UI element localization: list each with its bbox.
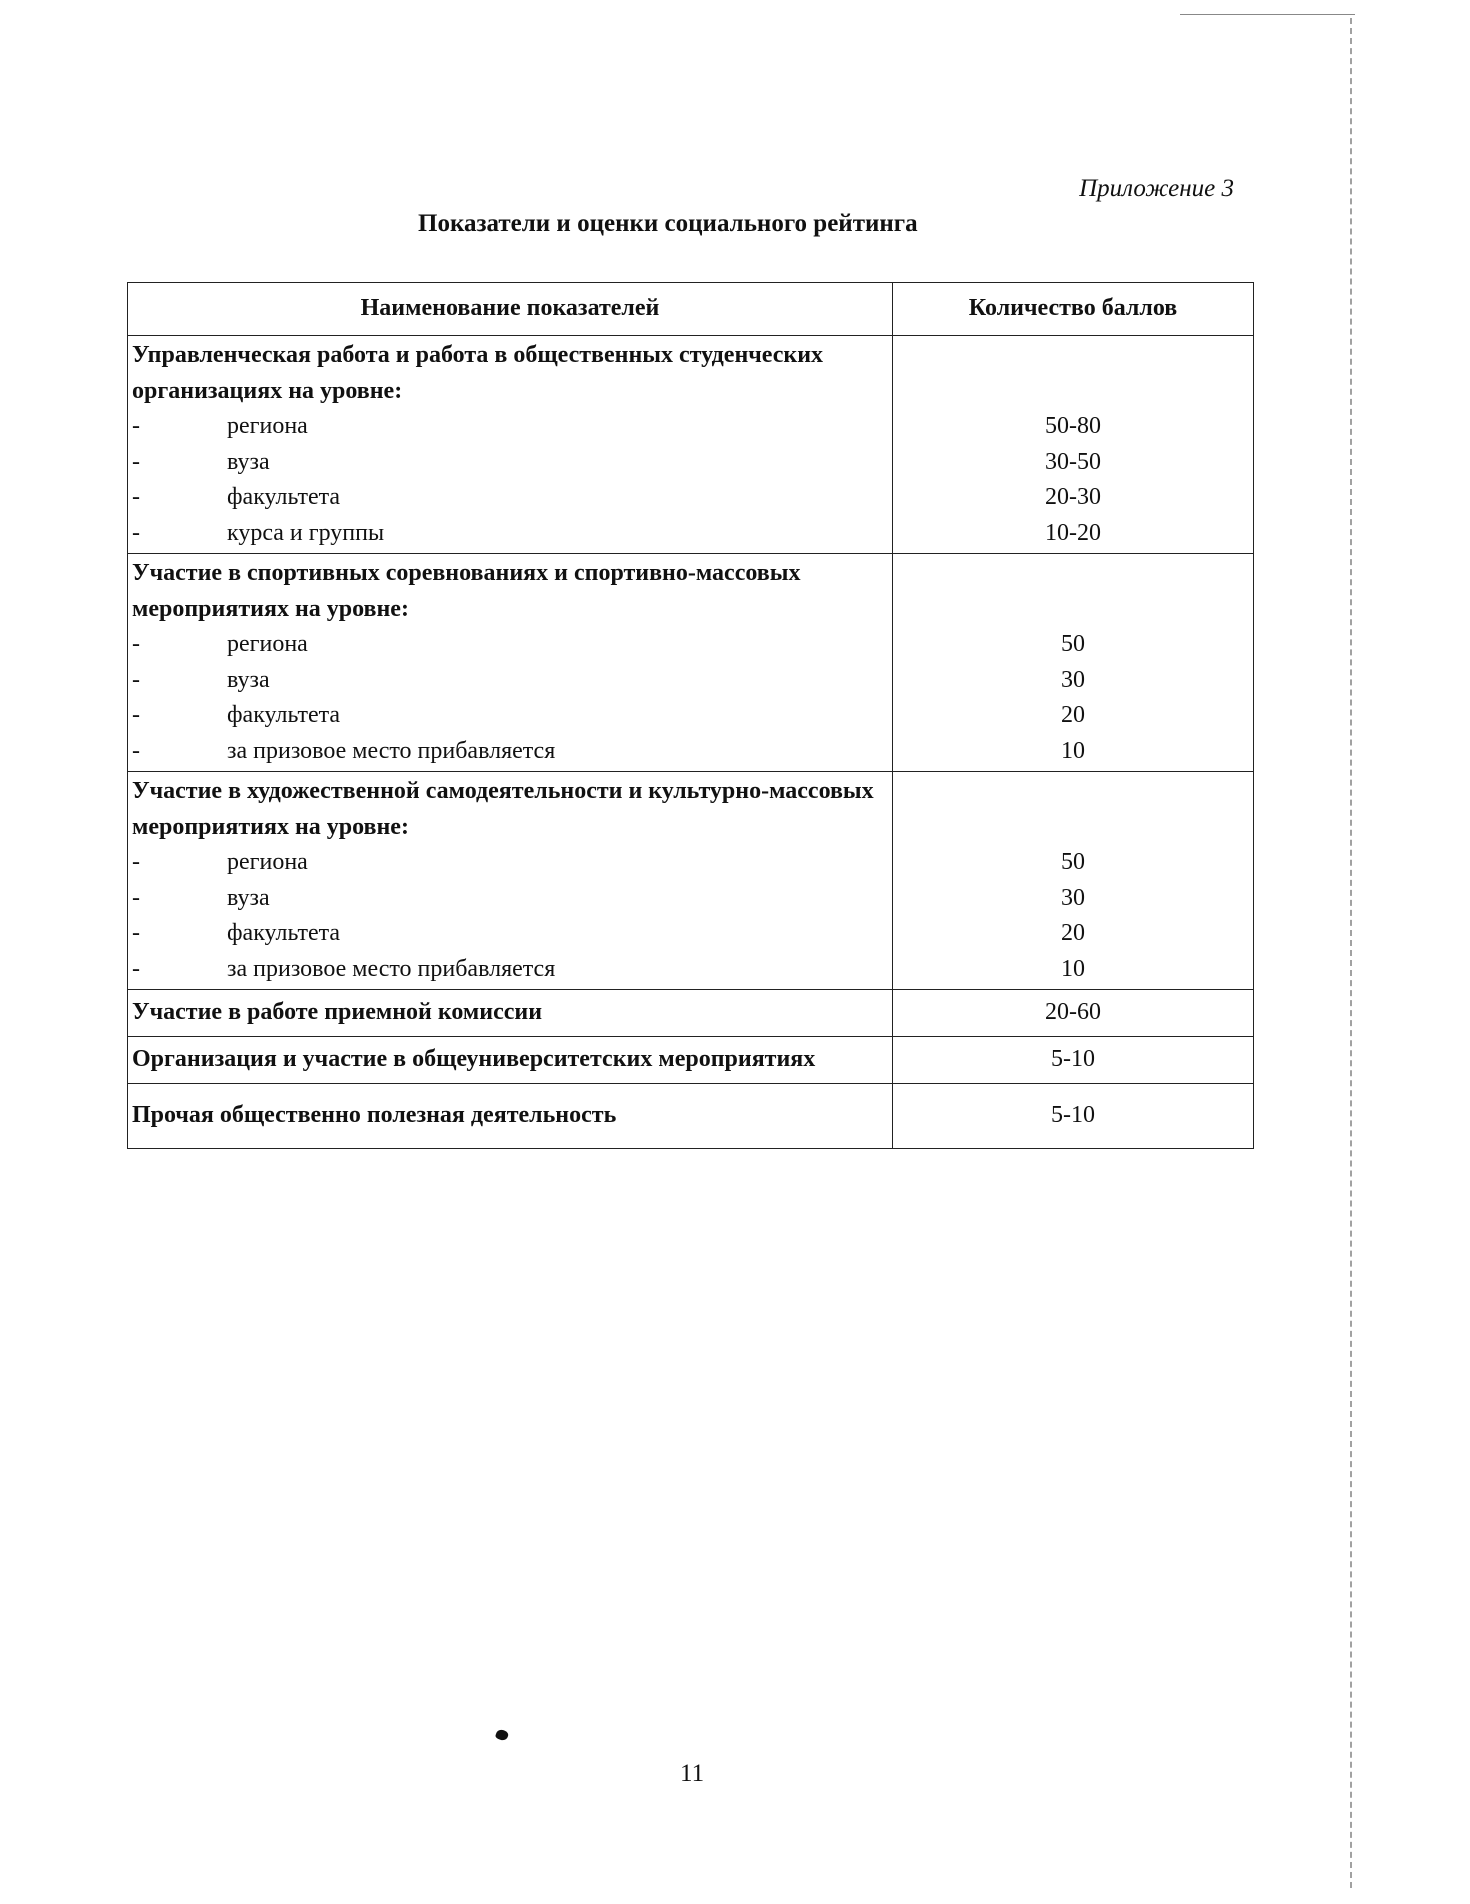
row-points: 5-10 bbox=[893, 1084, 1254, 1149]
scan-edge-right bbox=[1350, 18, 1352, 1888]
item-label: факультета bbox=[227, 920, 341, 946]
item-points: 10-20 bbox=[1045, 519, 1101, 546]
item-label: за призовое место прибавляется bbox=[227, 737, 556, 764]
page-number: 11 bbox=[680, 1760, 705, 1787]
list-item bbox=[132, 663, 888, 699]
list-item bbox=[132, 916, 888, 952]
section-row bbox=[128, 772, 1254, 990]
bullet-dash: - bbox=[132, 702, 140, 728]
list-item bbox=[132, 480, 888, 516]
bullet-dash: - bbox=[132, 666, 140, 693]
header-indicator-name: Наименование показателей bbox=[128, 283, 893, 336]
bullet-dash: - bbox=[132, 413, 140, 439]
item-label: вуза bbox=[227, 884, 270, 911]
item-points: 30-50 bbox=[1045, 448, 1101, 475]
bullet-dash: - bbox=[132, 737, 140, 764]
bullet-dash: - bbox=[132, 631, 140, 657]
section-title: Управленческая работа и работа в общественных студенческих организациях на уровне: bbox=[132, 342, 824, 404]
row-label: Участие в работе приемной комиссии bbox=[128, 990, 893, 1037]
row-points: 5-10 bbox=[893, 1037, 1254, 1084]
list-item bbox=[132, 952, 888, 988]
row-label: Организация и участие в общеуниверситетских мероприятиях bbox=[128, 1037, 893, 1084]
item-points: 50-80 bbox=[1045, 413, 1101, 439]
rating-table bbox=[127, 282, 1254, 1149]
bullet-dash: - bbox=[132, 484, 140, 510]
section-title: Участие в спортивных соревнованиях и спортивно-массовых мероприятиях на уровне: bbox=[132, 560, 801, 622]
item-label: региона bbox=[227, 849, 308, 875]
list-item bbox=[132, 516, 888, 552]
appendix-label: Приложение 3 bbox=[1079, 175, 1234, 202]
item-points: 10 bbox=[1061, 955, 1085, 982]
item-label: курса и группы bbox=[227, 519, 385, 546]
list-item bbox=[132, 445, 888, 481]
header-points: Количество баллов bbox=[893, 283, 1254, 336]
item-points: 50 bbox=[1061, 849, 1085, 875]
section-points-cell bbox=[893, 772, 1254, 990]
item-points: 50 bbox=[1061, 631, 1085, 657]
item-points: 10 bbox=[1061, 737, 1085, 764]
item-label: региона bbox=[227, 631, 308, 657]
section-points-cell bbox=[893, 554, 1254, 772]
bullet-dash: - bbox=[132, 519, 140, 546]
bullet-dash: - bbox=[132, 448, 140, 475]
ink-blot bbox=[495, 1728, 510, 1742]
item-points: 20-30 bbox=[1045, 484, 1101, 510]
section-points-cell bbox=[893, 336, 1254, 554]
table-row bbox=[128, 1037, 1254, 1084]
list-item bbox=[132, 627, 888, 663]
item-label: за призовое место прибавляется bbox=[227, 955, 556, 982]
bullet-dash: - bbox=[132, 955, 140, 982]
document-title: Показатели и оценки социального рейтинга bbox=[418, 210, 918, 237]
item-label: вуза bbox=[227, 666, 270, 693]
item-label: вуза bbox=[227, 448, 270, 475]
bullet-dash: - bbox=[132, 920, 140, 946]
section-row bbox=[128, 554, 1254, 772]
list-item bbox=[132, 409, 888, 445]
row-points: 20-60 bbox=[893, 990, 1254, 1037]
scan-edge-top bbox=[1180, 14, 1355, 15]
item-points: 30 bbox=[1061, 884, 1085, 911]
list-item bbox=[132, 734, 888, 770]
list-item bbox=[132, 698, 888, 734]
item-label: факультета bbox=[227, 702, 341, 728]
item-label: факультета bbox=[227, 484, 341, 510]
list-item bbox=[132, 845, 888, 881]
bullet-dash: - bbox=[132, 884, 140, 911]
item-points: 20 bbox=[1061, 702, 1085, 728]
item-points: 20 bbox=[1061, 920, 1085, 946]
table-row bbox=[128, 990, 1254, 1037]
bullet-dash: - bbox=[132, 849, 140, 875]
section-cell bbox=[128, 554, 893, 772]
item-points: 30 bbox=[1061, 666, 1085, 693]
list-item bbox=[132, 881, 888, 917]
section-row bbox=[128, 336, 1254, 554]
section-cell bbox=[128, 772, 893, 990]
section-cell bbox=[128, 336, 893, 554]
section-title: Участие в художественной самодеятельности и культурно-массовых мероприятиях на уровне: bbox=[132, 778, 874, 840]
table-header-row bbox=[128, 283, 1254, 336]
table-row bbox=[128, 1084, 1254, 1149]
item-label: региона bbox=[227, 413, 308, 439]
row-label: Прочая общественно полезная деятельность bbox=[128, 1084, 893, 1149]
